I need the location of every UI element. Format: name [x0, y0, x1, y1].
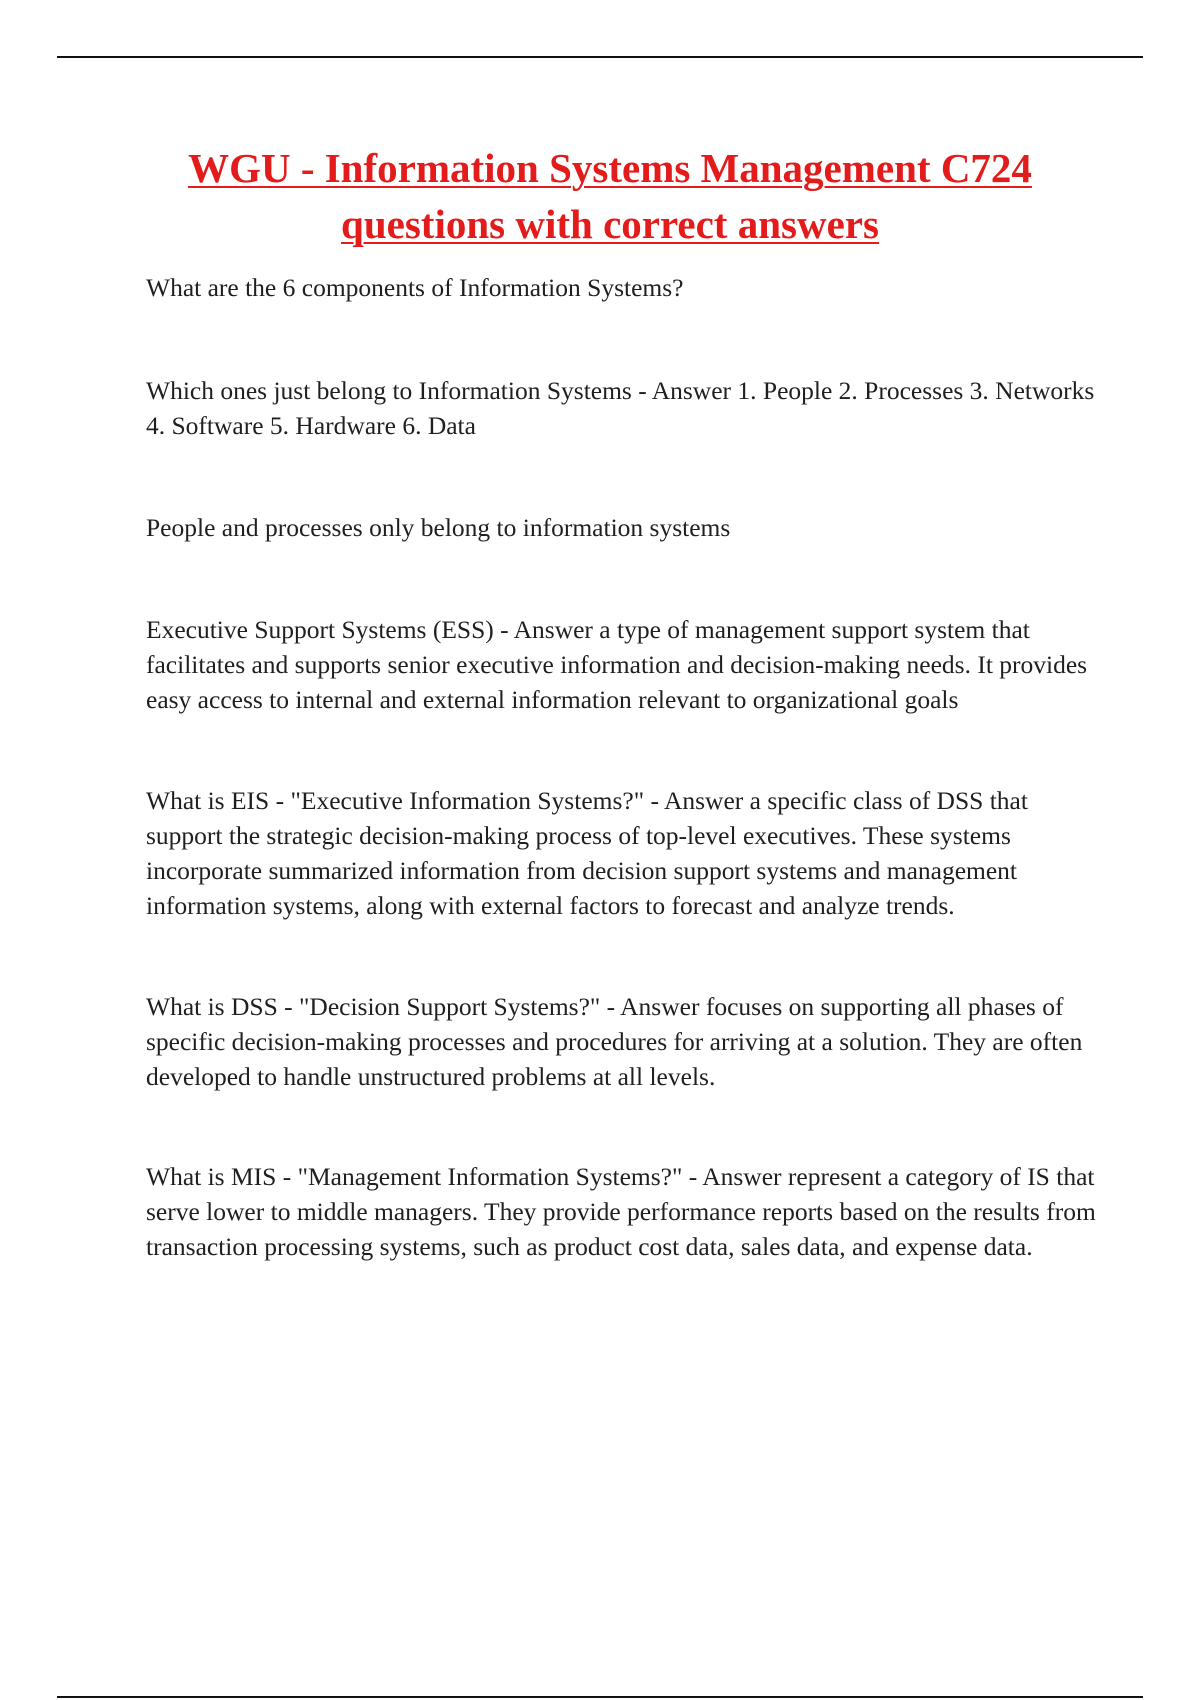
paragraph-dss: What is DSS - "Decision Support Systems?" - Answer focuses on supporting all phases of specific decision-making processes and procedures for arriving at a solution. They are often developed to handle unstructured problems at all levels.	[146, 992, 1083, 1091]
top-rule	[57, 56, 1143, 58]
paragraph-people-processes: People and processes only belong to information systems	[146, 513, 731, 542]
paragraph-mis: What is MIS - "Management Information Systems?" - Answer represent a category of IS that serve lower to middle managers. They provide performance reports based on the results from transaction processing systems, such as product cost data, sales data, and expense data.	[146, 1162, 1096, 1261]
bottom-rule	[57, 1696, 1143, 1698]
document-title: WGU - Information Systems Management C724 questions with correct answers	[188, 145, 1032, 247]
document-body	[146, 270, 1096, 1264]
paragraph-eis: What is EIS - "Executive Information Systems?" - Answer a specific class of DSS that support the strategic decision-making process of top-level executives. These systems incorporate summarized information from decision support systems and management information systems, along with external factors to forecast and analyze trends.	[146, 786, 1028, 920]
paragraph-question-components: What are the 6 components of Information Systems?	[146, 273, 684, 302]
paragraph-ess: Executive Support Systems (ESS) - Answer a type of management support system that facilitates and supports senior executive information and decision-making needs. It provides easy access to internal and external information relevant to organizational goals	[146, 615, 1088, 714]
paragraph-answer-components: Which ones just belong to Information Systems - Answer 1. People 2. Processes 3. Networks 4. Software 5. Hardware 6. Data	[146, 376, 1095, 440]
